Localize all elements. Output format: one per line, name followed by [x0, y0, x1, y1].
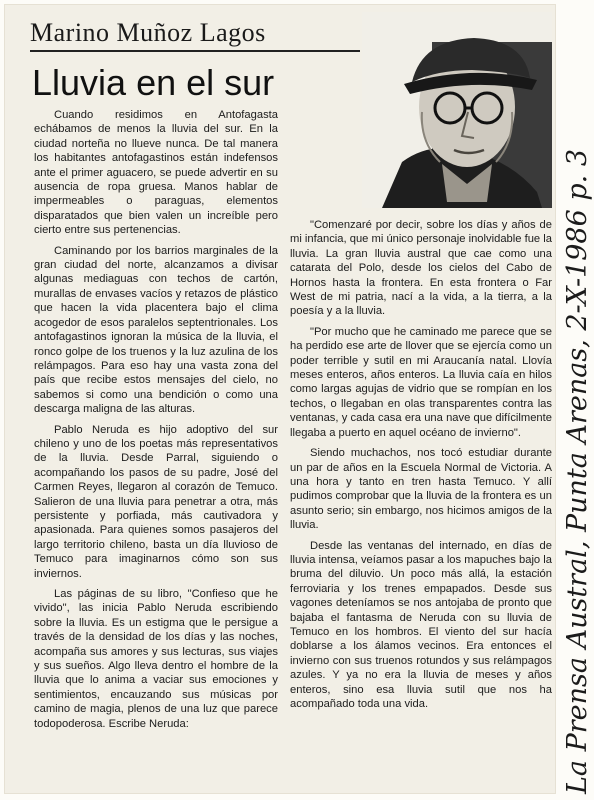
- paragraph: Siendo muchachos, nos tocó estudiar durante un par de años en la Escuela Normal de Victoria. A una hora y tanto en tren hasta Temuco. Y allí pudimos comprobar que la lluvia de la frontera es un asunto serio; sin embargo, nos hicimos amigos de la lluvia.: [290, 447, 552, 532]
- paragraph: Desde las ventanas del internado, en días de lluvia intensa, veíamos pasar a los mapuches bajo la bruma del diluvio. Un poco más allá, la estación ferroviaria y los trenes empapados. Desde sus vagones deteníamos se nos antojaba de pronto que bajaba el fantasma de Neruda con su lluvia de Temuco en los hombros. El viento del sur hacía doblarse a los álamos vecinos. Era entonces el invierno con sus truenos rotundos y sus relámpagos azules. Y ya no era la lluvia de meses y años enteros, sino esa lluvia sutil que nos ha acompañado toda una vida.: [290, 539, 552, 710]
- author-byline: Marino Muñoz Lagos: [30, 18, 266, 47]
- paragraph: Las páginas de su libro, "Confieso que he vivido", las inicia Pablo Neruda escribiendo sobre la lluvia. Es un estigma que le persigue a través de la densidad de los días y las noches, acompaña sus amores y sus lecturas, sus viajes y sus sueños. Algo lleva dentro el hombre de la lluvia que lo anima a vaciar sus emociones y sentimientos, encauzando sus músicas por camino de magia, plenos de una luz que parece todopoderosa. Escribe Neruda:: [34, 588, 278, 730]
- paragraph: Caminando por los barrios marginales de la gran ciudad del norte, alcanzamos a divisar algunas mediaguas con techos de cartón, murallas de envases vacíos y retazos de plástico que hacen la vida placentera bajo el clima acogedor de esos paralelos septentrionales. Los antofagastinos ignoran la música de la lluvia, el ronco golpe de los truenos y la luz azulina de los relámpagos. Para eso hay una vasta zona del país que recibe estos mensajes del cielo, no sabemos si como una bendición o como una descarga maligna de las alturas.: [34, 244, 278, 416]
- newspaper-clipping: [4, 4, 556, 794]
- paragraph: Pablo Neruda es hijo adoptivo del sur chileno y uno de los poetas más representativos de la lluvia. Desde Parral, siguiendo o acompañando los pasos de su padre, José del Carmen Reyes, llegaron al corazón de Temuco. Salieron de una lluvia para penetrar a otra, más persistente y porfiada, más cautivadora y apasionada. Para quienes somos pasajeros del largo territorio chileno, basta un día lluvioso de Temuco para imaginarnos cómo son sus inviernos.: [34, 423, 278, 580]
- byline-rule: [30, 50, 360, 52]
- paragraph: "Por mucho que he caminado me parece que se ha perdido ese arte de llover que se ejercía como un poder terrible y sutil en mi Araucanía natal. Llovía meses enteros, años enteros. La lluvia caía en hilos como largas agujas de vidrio que se rompían en los techos, o llegaban en olas transparentes contra las ventanas, y cada casa era una nave que difícilmente llegaba a puerto en aquel océano de invierno".: [290, 325, 552, 439]
- article-column-right: [290, 218, 552, 794]
- article-column-left: [34, 108, 278, 794]
- portrait-image: [362, 12, 552, 208]
- author-photo: [362, 12, 552, 208]
- article-title: Lluvia en el sur: [32, 62, 275, 103]
- paragraph: "Comenzaré por decir, sobre los días y años de mi infancia, que mi único personaje inolvidable fue la lluvia. La gran lluvia austral que cae como una catarata del Polo, desde los cielos del Cabo de Hornos hasta la frontera. En esta frontera o Far West de mi patria, nací a la vida, a la tierra, a la poesía y a la lluvia.: [290, 219, 552, 318]
- paragraph: Cuando residimos en Antofagasta echábamos de menos la lluvia del sur. En la ciudad norteña no llueve nunca. De tal manera los habitantes antofagastinos están indefensos ante el primer aguacero, se puede advertir en su ausencia de ropa gruesa. Manos hablar de impermeables o paraguas, elementos disparatados que bien valen un increíble pero cierto entre sus pertenencias.: [34, 109, 278, 237]
- handwritten-source-note: La Prensa Austral, Punta Arenas, 2-X-1986 p. 3: [562, 149, 593, 794]
